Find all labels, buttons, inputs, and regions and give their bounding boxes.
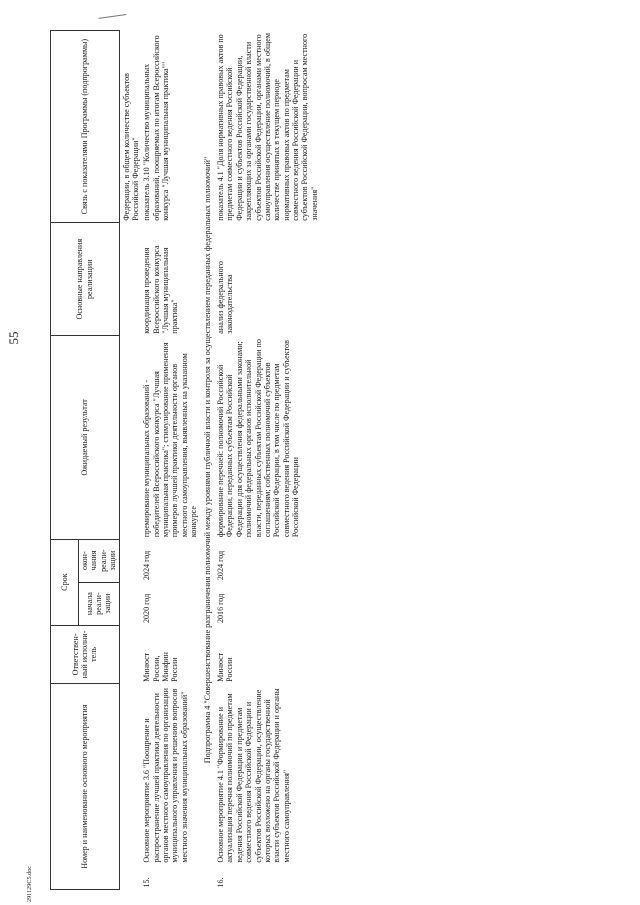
row-end: 2024 год	[216, 550, 226, 581]
row-link: показатель 4.1 "Доля нормативных правовых актов по предметам совместного ведения Российской Федерации и субъектов Российской Федерации, закрепляющих за органами государственной власти субъектов Российской Федерации, органами местного самоуправления осуществление полномочий, в общем количестве принятых в текущем периоде нормативных правовых актов по предметам совместного ведения Российской Федерации и субъектов Российской Федерации, вопросам местного значения"	[216, 33, 319, 221]
header-number-name: Номер и наименование основного мероприятия	[51, 684, 120, 890]
page-number: 55	[6, 331, 21, 345]
row-responsible: Минюст России	[216, 652, 235, 682]
row-directions: координация проведения Всероссийского конкурса "Лучшая муниципальная практика"	[142, 245, 180, 334]
rotated-table-sheet	[50, 30, 635, 890]
program-table	[50, 30, 320, 890]
row-link: показатель 3.10 "Количество муниципальных образований, поощряемых по итогам Всероссийского конкурса "Лучшая муниципальная практика""	[142, 35, 170, 221]
table-row	[141, 31, 199, 890]
row-directions: анализ федерального законодательства	[216, 261, 235, 334]
row-start: 2016 год	[216, 593, 226, 624]
pen-mark	[98, 8, 127, 19]
row-number: 15.	[142, 877, 152, 888]
row-end: 2024 год	[142, 550, 152, 581]
header-link: Связь с показателями Программы (подпрограммы)	[51, 31, 120, 223]
header-term: Срок	[51, 539, 79, 625]
header-result: Ожидаемый результат	[51, 336, 120, 539]
row-name: Основное мероприятие 3.6 "Поощрение и распространение лучшей практики деятельности органов местного самоуправления по организации муниципального управления и решению вопросов местного значения муниципальных образований"	[142, 688, 189, 863]
row-name: Основное мероприятие 4.1 "Формирование и актуализация перечня полномочий по предметам ведения Российской Федерации и предметам совместного ведения Российской Федерации и субъектов Российской Федерации, осуществление которых возложено на органы государственной власти субъектов Российской Федерации и органы местного самоуправления"	[216, 688, 291, 863]
row-responsible: Минюст России, Минфин России	[142, 652, 180, 682]
row-number: 16.	[216, 877, 226, 888]
row-result: премирование муниципальных образований - победителей Всероссийского конкурса "Лучшая муниципальная практика"; стимулирование применения примеров лучшей практики деятельности органов местного самоуправления, выявленных на указанном конкурсе	[142, 342, 199, 538]
header-responsible: Ответствен-ный исполни-тель	[51, 625, 120, 684]
row-start: 2020 год	[142, 593, 152, 624]
section-title: Подпрограмма 4 "Совершенствование разграничения полномочий между уровнями публичной власти и контроля за осуществлением переданных федеральных полномочий"	[202, 156, 212, 764]
document-id: 291129С5.doc	[26, 865, 33, 902]
header-term-start: начала реали-зации	[79, 582, 120, 625]
row-result: формирование перечней: полномочий Российской Федерации, переданных субъектам Российской Федерации для осуществления федеральными законами; полномочий федеральных органов исполнительной власти, переданных субъектам Российской Федерации по соглашениям; собственных полномочий субъектов Российской Федерации, в том числе по предметам совместного ведения Российской Федерации и субъектов Российской Федерации	[216, 339, 301, 538]
table-row	[215, 31, 320, 890]
header-directions: Основные направления реализации	[51, 223, 120, 336]
header-term-end: окон-чания реали-зации	[79, 539, 120, 582]
continuation-cell: Федерации, в общем количестве субъектов Российской Федерации"	[121, 73, 140, 221]
